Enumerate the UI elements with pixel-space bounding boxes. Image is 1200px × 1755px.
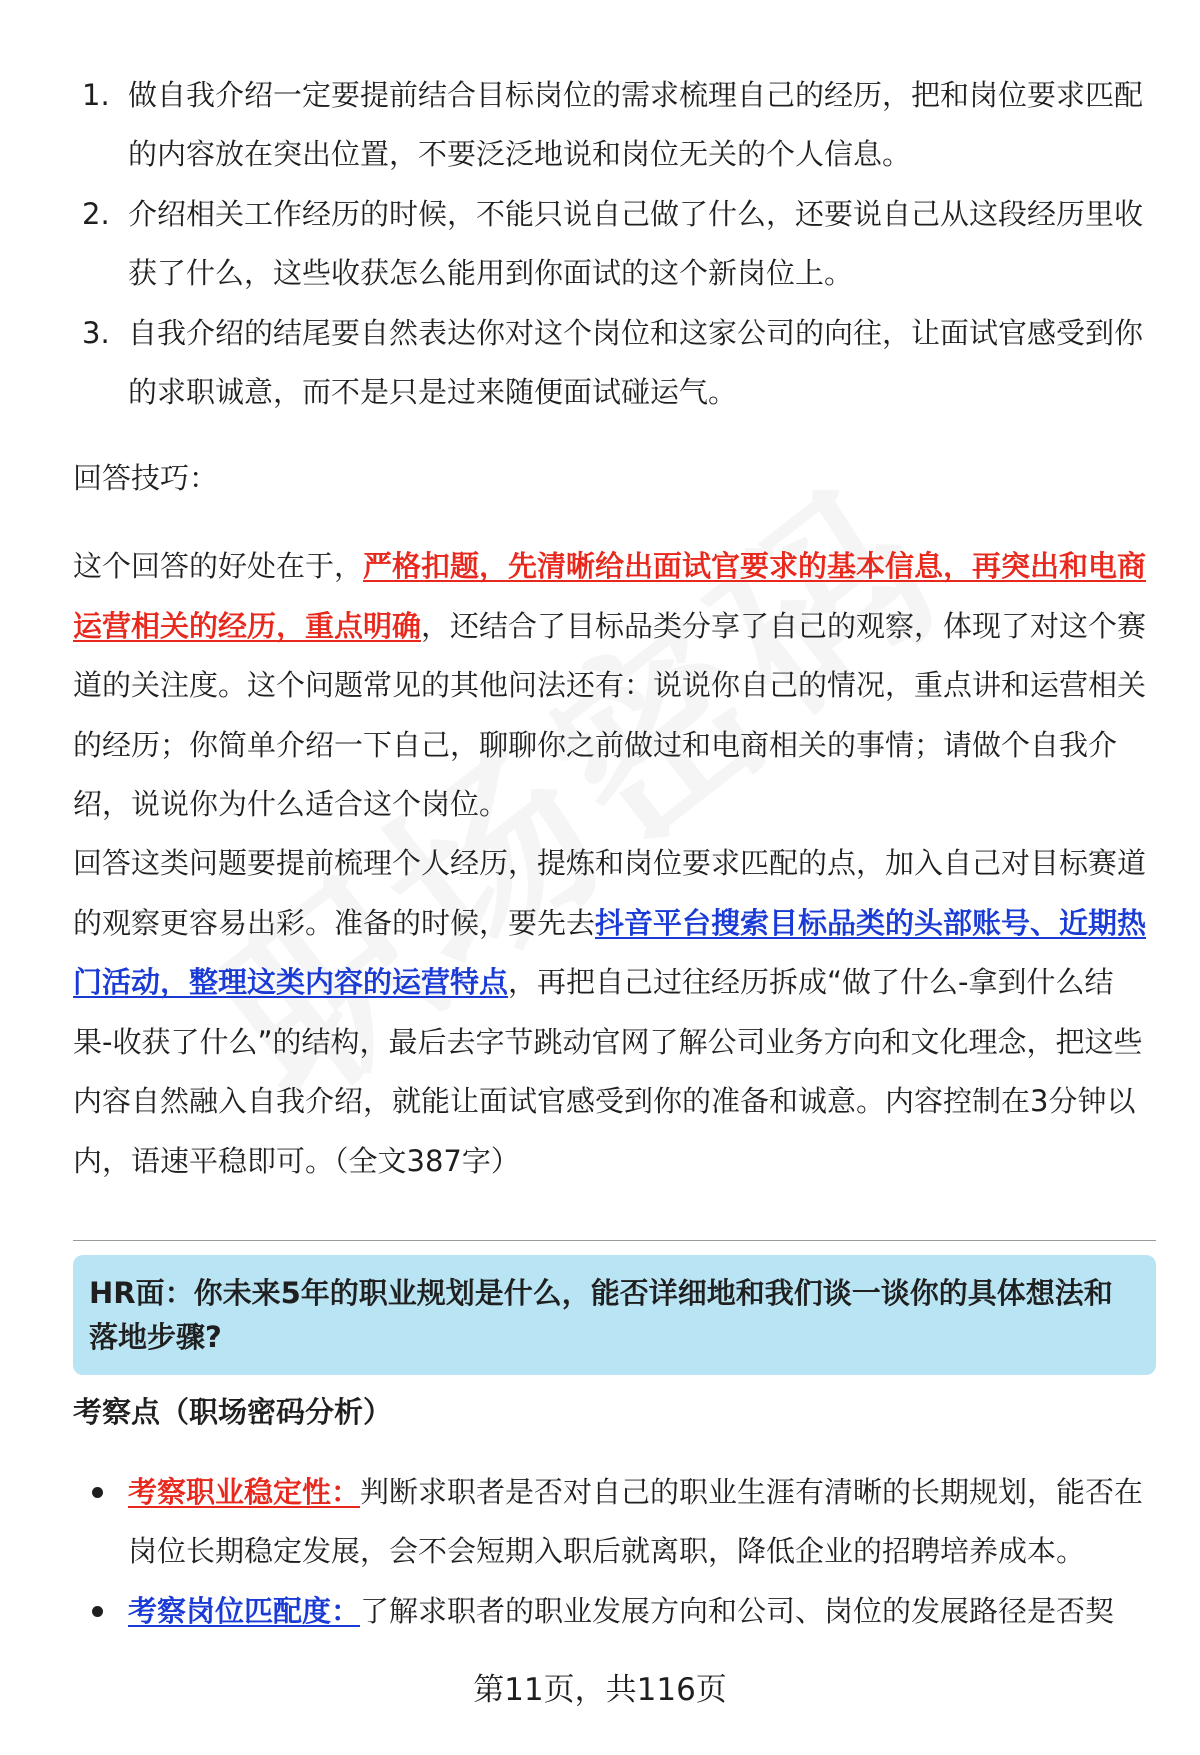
list-text: 自我介绍的结尾要自然表达你对这个岗位和这家公司的向往，让面试官感受到你的求职诚意，而不是只是过来随便面试碰运气。 — [128, 316, 1144, 409]
list-item — [82, 185, 1152, 303]
question-text: HR面：你未来5年的职业规划是什么，能否详细地和我们谈一谈你的具体想法和落地步骤? — [89, 1276, 1113, 1354]
bullet-dot-icon — [92, 1487, 103, 1498]
paragraph-text: 回答这类问题要提前梳理个人经历，提炼和岗位要求匹配的点，加入自己对目标赛道的观察更容易出彩。准备的时候，要先去 — [73, 846, 1147, 940]
paragraph-text: ，还结合了目标品类分享了自己的观察，体现了对这个赛道的关注度。这个问题常见的其他问法还有：说说你自己的情况，重点讲和运营相关的经历；你简单介绍一下自己，聊聊你之前做过和电商相关的事情；请做个自我介绍，说说你为什么适合这个岗位。 — [73, 608, 1147, 821]
red-highlight: 严格扣题，先清晰给出面试官要求的基本信息，再突出和电商运营相关的经历，重点明确 — [73, 549, 1147, 643]
list-item — [82, 66, 1152, 184]
paragraph-text: ，再把自己过往经历拆成“做了什么-拿到什么结果-收获了什么”的结构，最后去字节跳动官网了解公司业务方向和文化理念，把这些内容自然融入自我介绍，就能让面试官感受到你的准备和诚意。内容控制在3分钟以内，语速平稳即可。（全文387字） — [73, 965, 1143, 1178]
page-footer: 第11页，共116页 — [473, 1672, 727, 1708]
tips-label: 回答技巧： — [73, 461, 219, 495]
list-text: 做自我介绍一定要提前结合目标岗位的需求梳理自己的经历，把和岗位要求匹配的内容放在突出位置，不要泛泛地说和岗位无关的个人信息。 — [128, 78, 1144, 171]
list-number: 2. — [82, 197, 110, 231]
list-number: 1. — [82, 78, 110, 112]
bullet-label: 考察岗位匹配度： — [128, 1594, 361, 1628]
list-text: 介绍相关工作经历的时候，不能只说自己做了什么，还要说自己从这段经历里收获了什么，这些收获怎么能用到你面试的这个新岗位上。 — [128, 197, 1144, 290]
list-number: 3. — [82, 316, 110, 350]
analysis-heading: 考察点（职场密码分析） — [73, 1395, 393, 1429]
bullet-text: 判断求职者是否对自己的职业生涯有清晰的长期规划，能否在岗位长期稳定发展，会不会短期入职后就离职，降低企业的招聘培养成本。 — [128, 1475, 1144, 1568]
section-divider — [73, 1240, 1156, 1241]
preparation-paragraph — [73, 834, 1148, 1191]
answer-paragraph — [73, 537, 1148, 835]
numbered-list — [82, 66, 1152, 423]
bullet-label: 考察职业稳定性： — [128, 1475, 361, 1509]
question-box — [73, 1255, 1156, 1375]
list-item — [82, 304, 1152, 422]
bullet-text: 了解求职者的职业发展方向和公司、岗位的发展路径是否契 — [360, 1594, 1115, 1628]
bullet-dot-icon — [92, 1606, 103, 1617]
bullet-item — [90, 1463, 1155, 1581]
bullet-list — [90, 1463, 1155, 1642]
blue-highlight: 抖音平台搜索目标品类的头部账号、近期热门活动，整理这类内容的运营特点 — [73, 905, 1147, 999]
bullet-item — [90, 1582, 1155, 1641]
paragraph-text: 这个回答的好处在于， — [73, 549, 364, 583]
